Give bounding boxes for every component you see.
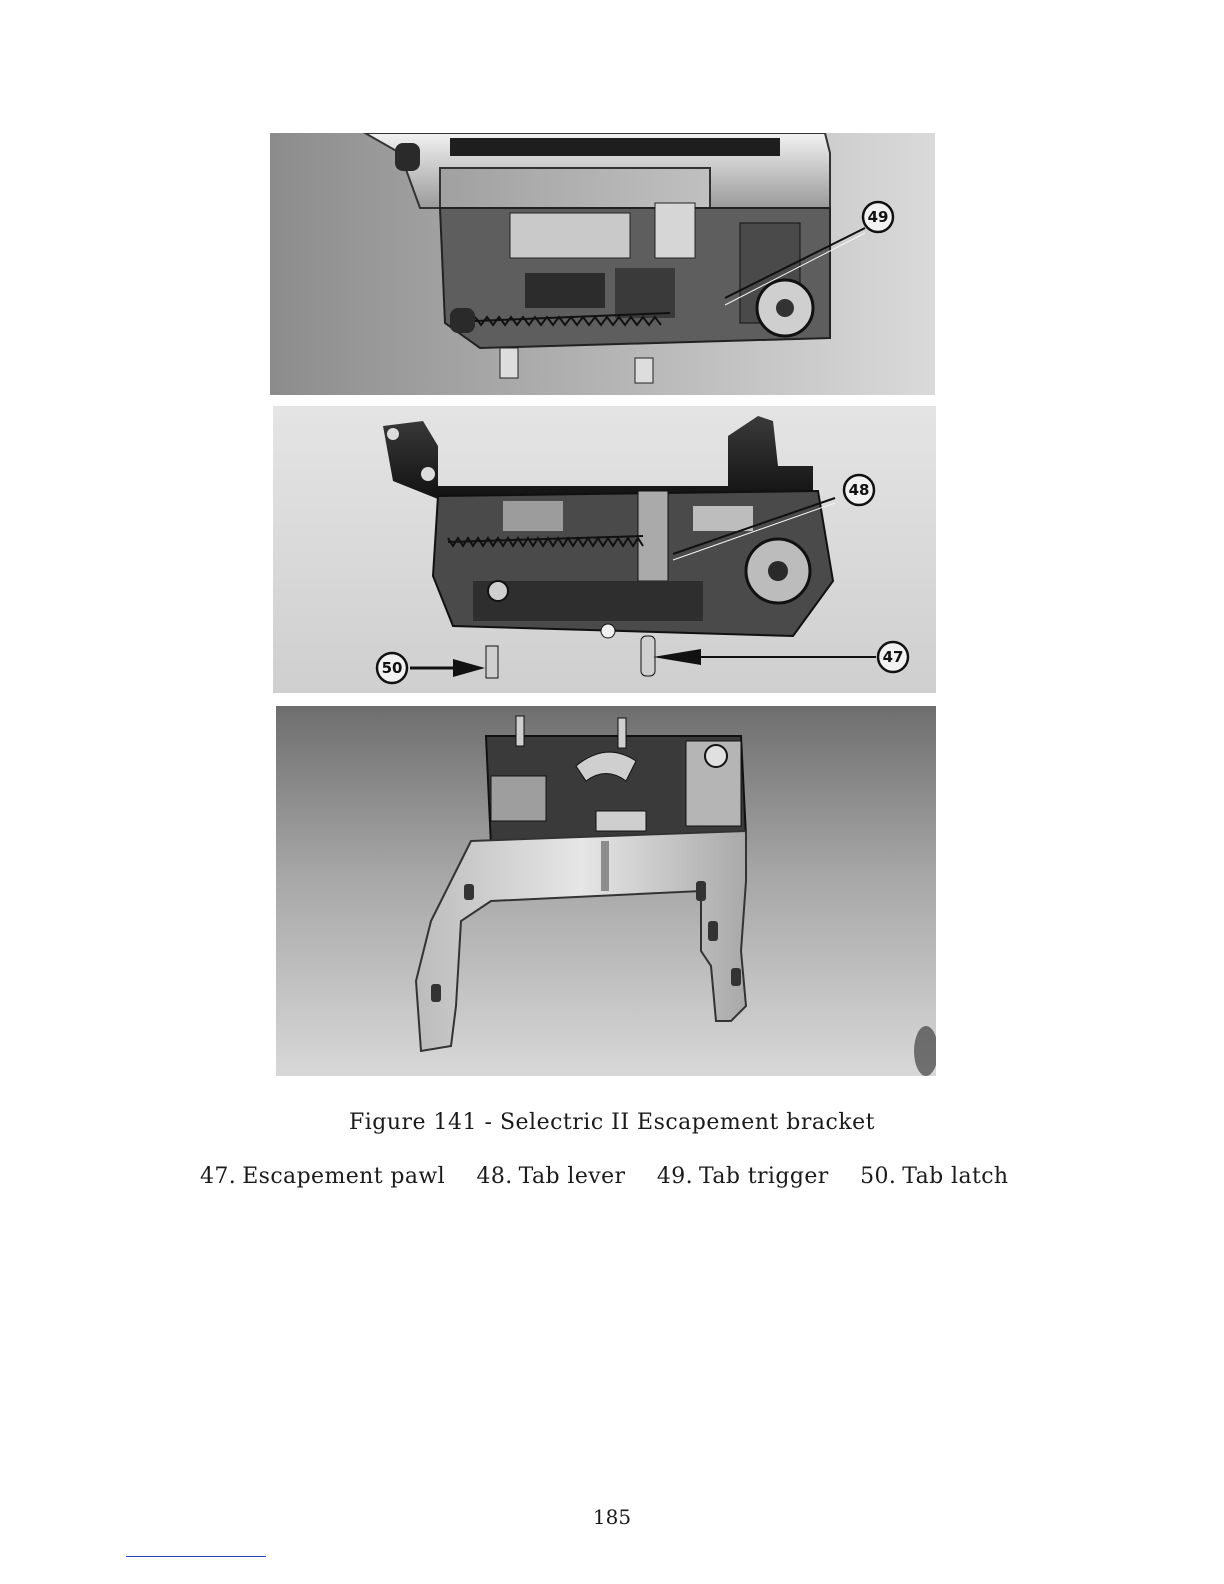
legend-number: 49.	[656, 1164, 693, 1189]
figure-caption: Figure 141 - Selectric II Escapement bracket	[348, 1110, 876, 1135]
page-number: 185	[592, 1505, 632, 1529]
footnote-rule	[126, 1556, 266, 1557]
parts-legend	[200, 1164, 1060, 1189]
legend-number: 47.	[200, 1164, 237, 1189]
legend-number: 50.	[860, 1164, 897, 1189]
photo-escapement-bracket-full	[276, 706, 936, 1076]
legend-item-47	[200, 1164, 445, 1189]
callout-49-label: 49	[867, 208, 889, 226]
legend-label: Tab trigger	[699, 1164, 829, 1189]
callout-48-label: 48	[848, 481, 870, 499]
callout-47-label: 47	[882, 648, 904, 666]
legend-item-50	[860, 1164, 1008, 1189]
photo-escapement-top-view	[270, 133, 935, 395]
callout-50-label: 50	[381, 659, 403, 677]
legend-number: 48.	[476, 1164, 513, 1189]
legend-item-49	[657, 1164, 829, 1189]
legend-label: Escapement pawl	[242, 1164, 446, 1189]
legend-label: Tab latch	[902, 1164, 1009, 1189]
photo-escapement-side-view	[273, 406, 936, 693]
legend-label: Tab lever	[518, 1164, 626, 1189]
legend-item-48	[476, 1164, 625, 1189]
